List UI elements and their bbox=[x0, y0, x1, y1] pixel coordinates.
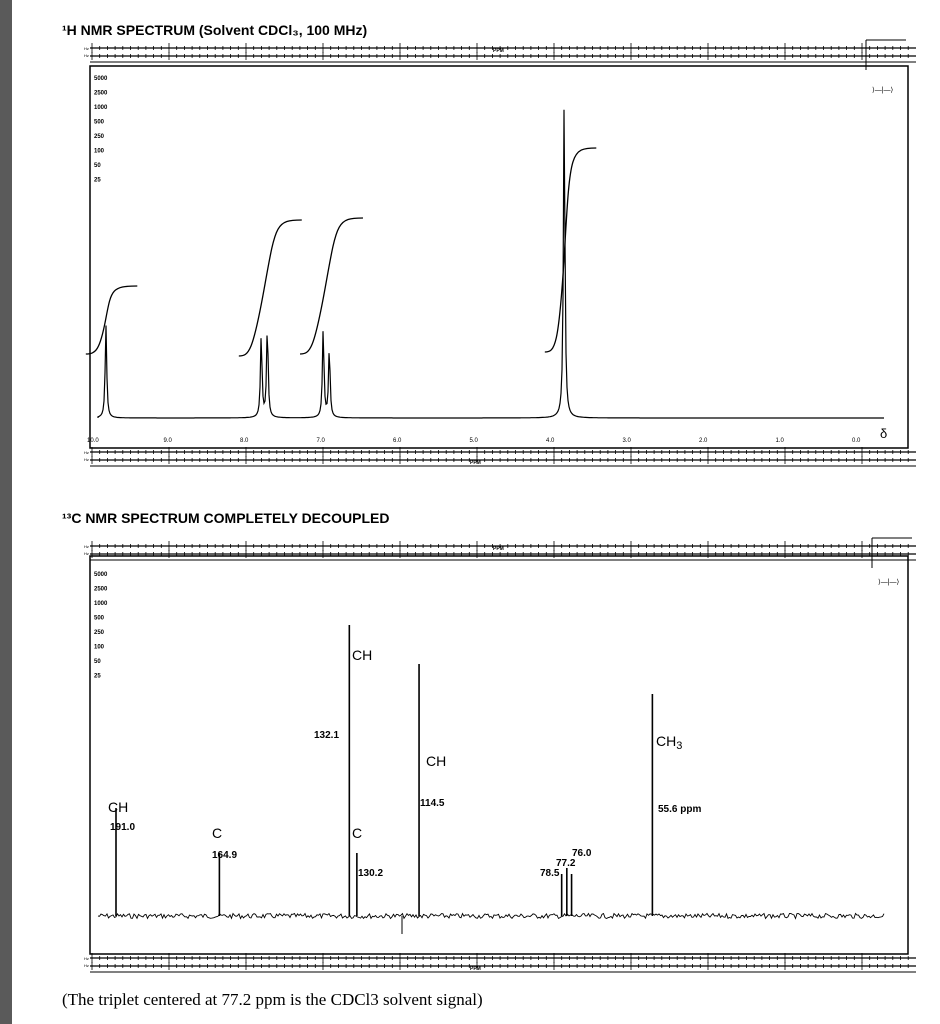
h-x-tick-label: 9.0 bbox=[163, 438, 172, 444]
c-noise-baseline bbox=[98, 914, 884, 919]
c-peak-multiplicity-label: $CH_3$ bbox=[656, 733, 683, 752]
h-x-tick-label: 3.0 bbox=[622, 438, 631, 444]
c-y-scale-label: 500 bbox=[94, 615, 105, 622]
c-peak-multiplicity-label: C bbox=[212, 825, 223, 841]
c-bscale-hz-label: Hz bbox=[84, 956, 89, 961]
c-y-scale-label: 5000 bbox=[94, 572, 108, 578]
h-x-tick-label: 5.0 bbox=[469, 438, 478, 444]
solvent-footnote: (The triplet centered at 77.2 ppm is the CDCl3 solvent signal) bbox=[62, 990, 483, 1009]
h-scale-hz-label: Hz bbox=[84, 53, 89, 58]
c-peak-multiplicity-label: C bbox=[352, 825, 363, 841]
h-x-tick-label: 1.0 bbox=[775, 438, 784, 444]
c-y-scale-label: 1000 bbox=[94, 601, 108, 607]
c-bottom-scale bbox=[90, 953, 916, 972]
c-scale-hz-label: Hz bbox=[84, 551, 89, 556]
h-y-scale-label: 100 bbox=[94, 148, 105, 155]
c-y-scale-label: 25 bbox=[94, 673, 101, 680]
h-integration-curve bbox=[300, 218, 363, 354]
h-integration-curve bbox=[239, 220, 302, 356]
h-bscale-hz-label: Hz bbox=[84, 450, 89, 455]
c-peak-value-label: 55.6 ppm bbox=[658, 804, 702, 815]
c-hz-arrow-marker: ⟩—|—⟩ bbox=[878, 579, 900, 586]
c-y-scale-label: 250 bbox=[94, 630, 105, 636]
c-peak-value-label: 130.2 bbox=[358, 868, 384, 879]
h-hz-arrow-marker: ⟩—|—⟩ bbox=[872, 87, 894, 94]
h-x-tick-label: 7.0 bbox=[316, 438, 325, 444]
c-y-scale-label: 2500 bbox=[94, 586, 108, 593]
c-peak-multiplicity-label: CH bbox=[352, 647, 373, 663]
h-x-tick-label: 2.0 bbox=[699, 438, 708, 444]
h-nmr-title: ¹H NMR SPECTRUM (Solvent CDCl₃, 100 MHz) bbox=[62, 22, 368, 38]
h-plot-frame bbox=[90, 66, 908, 448]
h-x-tick-label: 0.0 bbox=[852, 438, 861, 444]
c13-nmr-title: ¹³C NMR SPECTRUM COMPLETELY DECOUPLED bbox=[62, 510, 390, 526]
h-x-tick-label: 10.0 bbox=[87, 438, 99, 444]
h-y-scale-label: 5000 bbox=[94, 76, 108, 82]
c-top-unit-label: PPM bbox=[493, 546, 504, 552]
h-x-tick-label: 4.0 bbox=[546, 438, 555, 444]
h-y-scale-label: 50 bbox=[94, 163, 101, 169]
c-scale-hz-label: Hz bbox=[84, 544, 89, 549]
h-bottom-unit-label: PPM bbox=[470, 460, 481, 466]
c-plot-frame bbox=[90, 556, 908, 954]
c-peak-value-label: 77.2 bbox=[556, 858, 576, 869]
c-peak-multiplicity-label: CH bbox=[108, 799, 129, 815]
c-peak-value-label: 132.1 bbox=[314, 730, 340, 741]
h-y-scale-label: 2500 bbox=[94, 90, 108, 97]
h-scale-hz-label: Hz bbox=[84, 46, 89, 51]
h-x-tick-label: 8.0 bbox=[240, 438, 249, 444]
h-y-scale-label: 1000 bbox=[94, 105, 108, 111]
h-spectrum-trace bbox=[98, 110, 884, 418]
h-delta-axis-label: δ bbox=[880, 426, 888, 441]
c-y-scale-label: 50 bbox=[94, 659, 101, 665]
h-integration-curve bbox=[86, 286, 137, 354]
h-top-unit-label: PPM bbox=[493, 48, 504, 54]
h-y-scale-label: 500 bbox=[94, 119, 105, 126]
c-y-scale-label: 100 bbox=[94, 644, 105, 651]
c-peak-value-label: 76.0 bbox=[572, 848, 592, 859]
c-peak-multiplicity-label: CH bbox=[426, 753, 447, 769]
c-peak-value-label: 78.5 bbox=[540, 868, 560, 879]
h-y-scale-label: 25 bbox=[94, 177, 101, 184]
h-x-tick-label: 6.0 bbox=[393, 438, 402, 444]
c-peak-value-label: 191.0 bbox=[110, 822, 136, 833]
c-peak-value-label: 114.5 bbox=[420, 798, 445, 809]
h-bottom-scale bbox=[90, 447, 916, 466]
h-bscale-hz-label: Hz bbox=[84, 457, 89, 462]
c-bscale-hz-label: Hz bbox=[84, 963, 89, 968]
h-integration-curve bbox=[545, 148, 596, 352]
h-y-scale-label: 250 bbox=[94, 134, 105, 140]
c-peak-value-label: 164.9 bbox=[212, 850, 238, 861]
c-bottom-unit-label: PPM bbox=[470, 966, 481, 972]
